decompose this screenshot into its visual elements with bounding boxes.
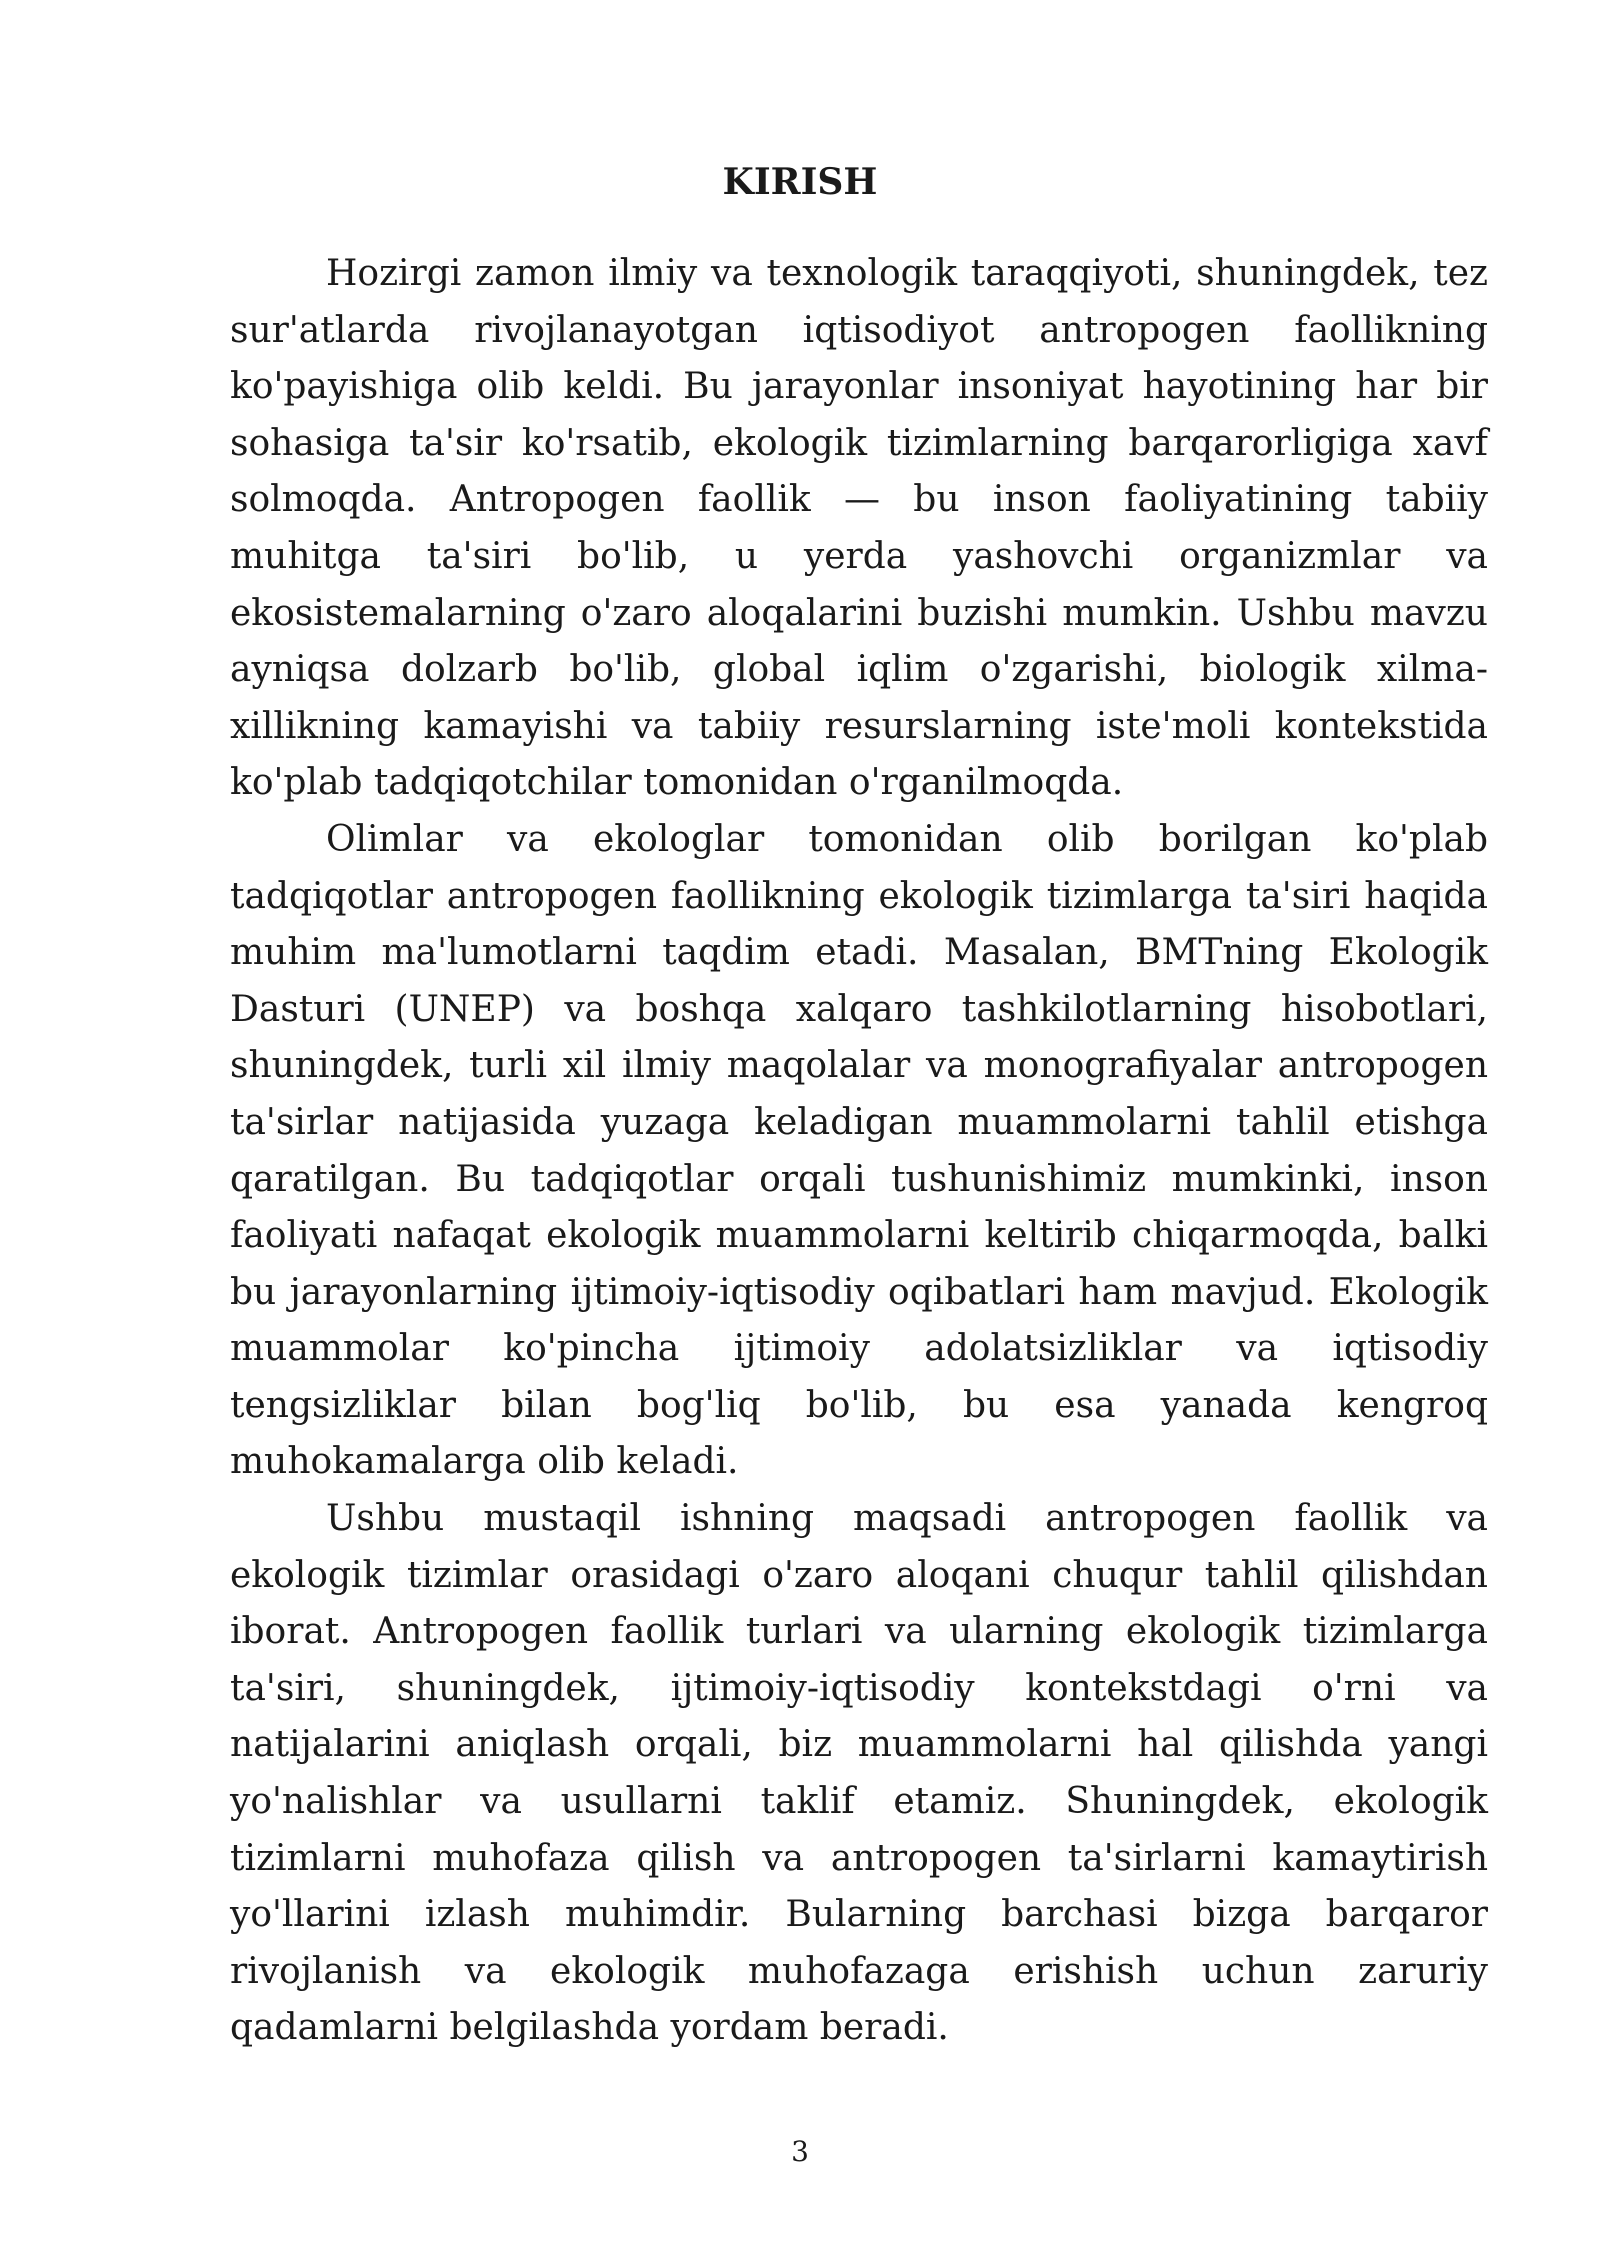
page-number: 3 (791, 2135, 809, 2168)
paragraph-1: Hozirgi zamon ilmiy va texnologik taraqqiyoti, shuningdek, tez sur'atlarda rivojlanayotgan iqtisodiyot antropogen faollikning ko'payishiga olib keldi. Bu jarayonlar insoniyat hayotining har bir sohasiga ta'sir ko'rsatib, ekologik tizimlarning barqarorligiga xavf solmoqda. Antropogen faollik — bu inson faoliyatining tabiiy muhitga ta'siri bo'lib, u yerda yashovchi organizmlar va ekosistemalarning o'zaro aloqalarini buzishi mumkin. Ushbu mavzu ayniqsa dolzarb bo'lib, global iqlim o'zgarishi, biologik xilma-xillikning kamayishi va tabiiy resurslarning iste'moli kontekstida ko'plab tadqiqotchilar tomonidan o'rganilmoqda. (230, 253, 1488, 804)
body-text (230, 246, 1488, 2057)
paragraph-2: Olimlar va ekologlar tomonidan olib borilgan ko'plab tadqiqotlar antropogen faollikning ekologik tizimlarga ta'siri haqida muhim ma'lumotlarni taqdim etadi. Masalan, BMTning Ekologik Dasturi (UNEP) va boshqa xalqaro tashkilotlarning hisobotlari, shuningdek, turli xil ilmiy maqolalar va monografiyalar antropogen ta'sirlar natijasida yuzaga keladigan muammolarni tahlil etishga qaratilgan. Bu tadqiqotlar orqali tushunishimiz mumkinki, inson faoliyati nafaqat ekologik muammolarni keltirib chiqarmoqda, balki bu jarayonlarning ijtimoiy-iqtisodiy oqibatlari ham mavjud. Ekologik muammolar ko'pincha ijtimoiy adolatsizliklar va iqtisodiy tengsizliklar bilan bog'liq bo'lib, bu esa yanada kengroq muhokamalarga olib keladi. (230, 818, 1488, 1483)
section-title: KIRISH (722, 161, 878, 203)
paragraph-3: Ushbu mustaqil ishning maqsadi antropogen faollik va ekologik tizimlar orasidagi o'zaro aloqani chuqur tahlil qilishdan iborat. Antropogen faollik turlari va ularning ekologik tizimlarga ta'siri, shuningdek, ijtimoiy-iqtisodiy kontekstdagi o'rni va natijalarini aniqlash orqali, biz muammolarni hal qilishda yangi yo'nalishlar va usullarni taklif etamiz. Shuningdek, ekologik tizimlarni muhofaza qilish va antropogen ta'sirlarni kamaytirish yo'llarini izlash muhimdir. Bularning barchasi bizga barqaror rivojlanish va ekologik muhofazaga erishish uchun zaruriy qadamlarni belgilashda yordam beradi. (230, 1498, 1488, 2049)
